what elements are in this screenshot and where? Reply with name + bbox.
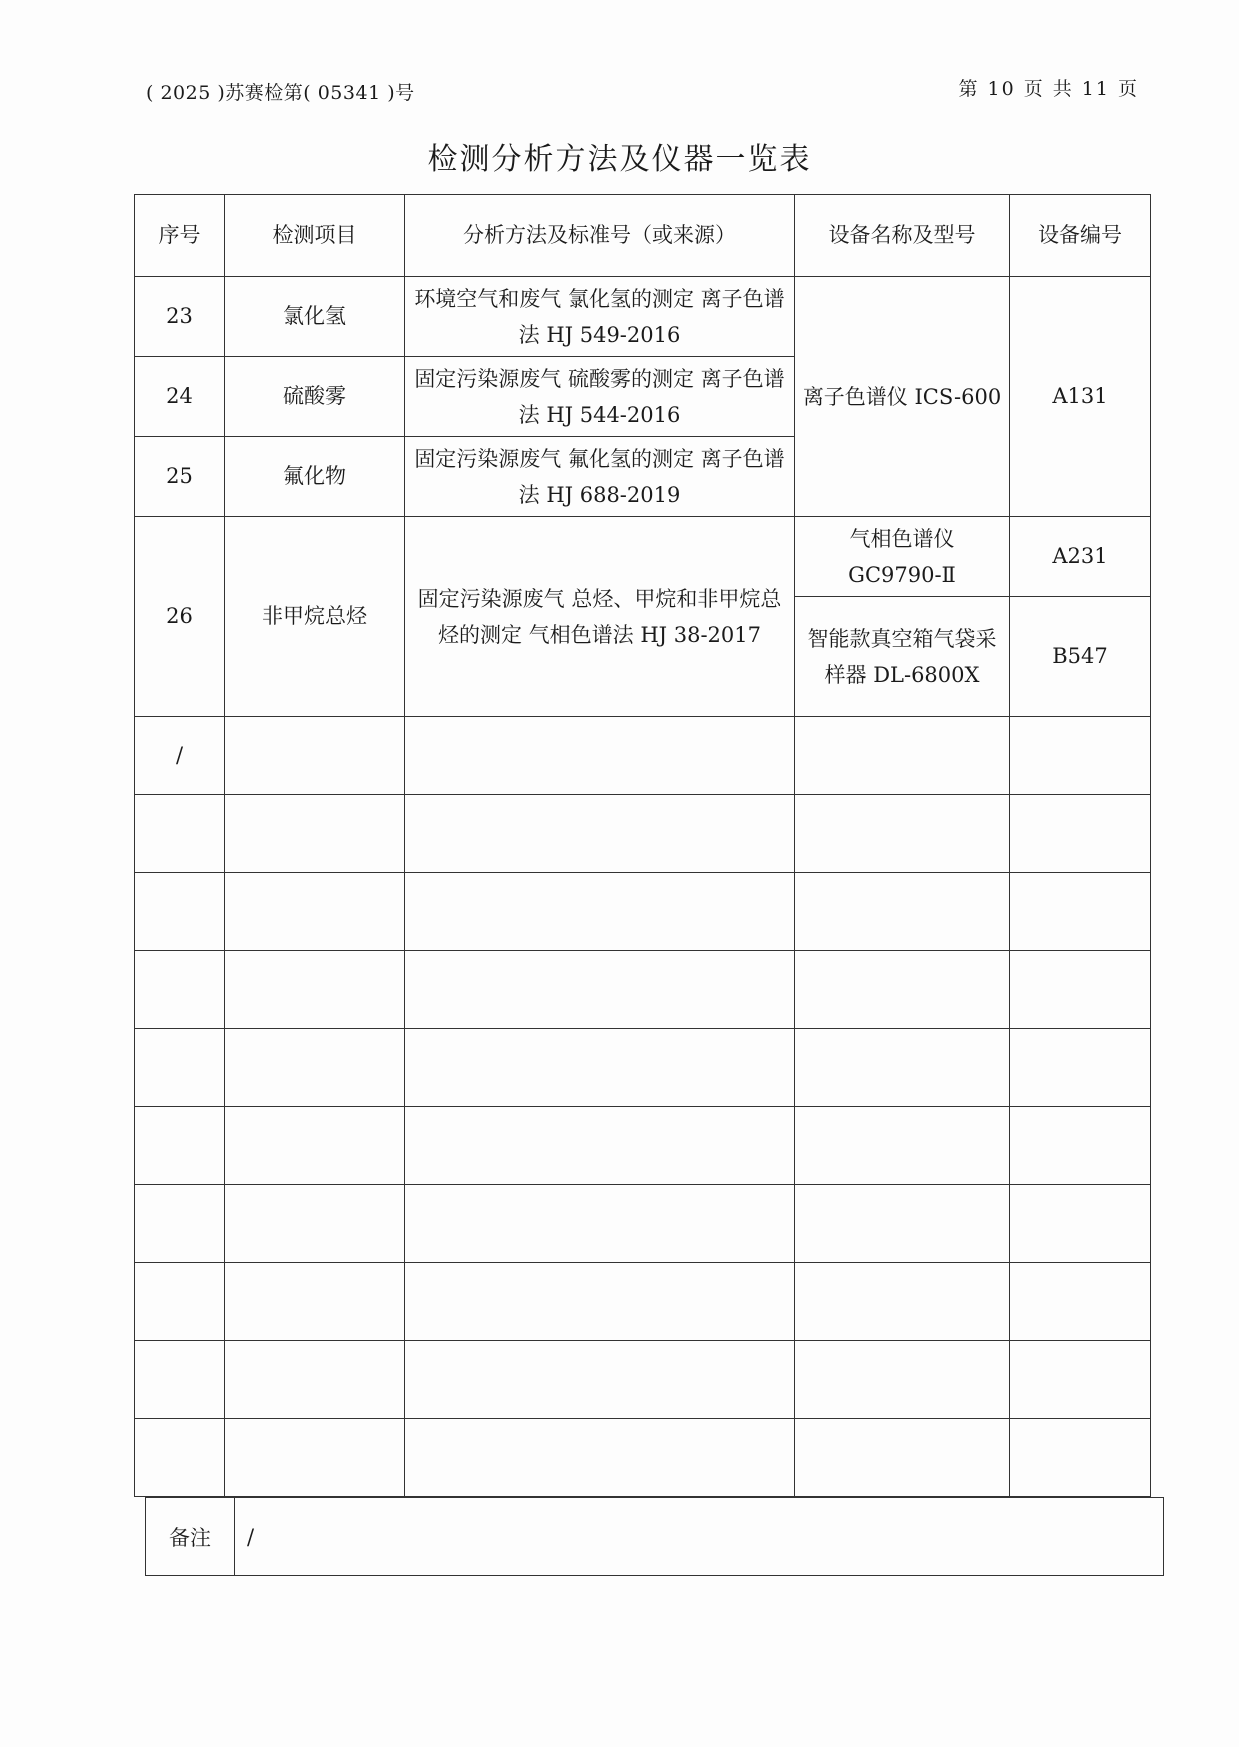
table-row (135, 277, 1151, 357)
cell-empty (1010, 1185, 1151, 1263)
cell-empty (135, 1263, 225, 1341)
cell-empty (225, 873, 405, 951)
cell-empty (135, 1185, 225, 1263)
cell-empty (1010, 1107, 1151, 1185)
cell-empty (135, 1419, 225, 1497)
cell-equipment: 智能款真空箱气袋采样器 DL-6800X (795, 597, 1010, 717)
cell-no: 23 (135, 277, 225, 357)
cell-empty (1010, 717, 1151, 795)
cell-empty (1010, 951, 1151, 1029)
cell-empty (225, 795, 405, 873)
cell-empty (225, 1263, 405, 1341)
cell-empty (405, 951, 795, 1029)
cell-empty (795, 1107, 1010, 1185)
cell-empty (135, 1107, 225, 1185)
cell-empty (1010, 1419, 1151, 1497)
col-header-code: 设备编号 (1010, 195, 1151, 277)
table-row (135, 1341, 1151, 1419)
cell-empty (405, 1419, 795, 1497)
report-number: ( 2025 )苏赛检第( 05341 )号 (146, 82, 415, 104)
cell-empty (1010, 795, 1151, 873)
cell-equipment: 气相色谱仪 GC9790-Ⅱ (795, 517, 1010, 597)
table-row (135, 795, 1151, 873)
cell-empty (795, 717, 1010, 795)
cell-empty (405, 873, 795, 951)
table-row (135, 1107, 1151, 1185)
cell-empty (795, 951, 1010, 1029)
cell-empty (225, 1185, 405, 1263)
cell-empty (405, 1185, 795, 1263)
cell-empty (405, 717, 795, 795)
cell-empty (405, 1341, 795, 1419)
col-header-method: 分析方法及标准号（或来源） (405, 195, 795, 277)
cell-item: 硫酸雾 (225, 357, 405, 437)
cell-empty (405, 795, 795, 873)
col-header-no: 序号 (135, 195, 225, 277)
table-row (135, 1185, 1151, 1263)
cell-no: 25 (135, 437, 225, 517)
cell-item: 氟化物 (225, 437, 405, 517)
page-title: 检测分析方法及仪器一览表 (427, 142, 812, 177)
cell-empty (135, 951, 225, 1029)
cell-no: 26 (135, 517, 225, 717)
cell-empty (795, 1263, 1010, 1341)
cell-empty (225, 951, 405, 1029)
remark-table (145, 1497, 1164, 1576)
cell-empty (795, 1419, 1010, 1497)
cell-equipment: 离子色谱仪 ICS-600 (795, 277, 1010, 517)
cell-method: 固定污染源废气 硫酸雾的测定 离子色谱法 HJ 544-2016 (405, 357, 795, 437)
cell-empty (405, 1029, 795, 1107)
methods-table (134, 194, 1151, 1497)
cell-empty (225, 1419, 405, 1497)
cell-empty (135, 873, 225, 951)
cell-empty (135, 1341, 225, 1419)
cell-empty (225, 717, 405, 795)
table-row (135, 517, 1151, 597)
cell-empty (795, 1185, 1010, 1263)
cell-no: / (135, 717, 225, 795)
col-header-item: 检测项目 (225, 195, 405, 277)
page-indicator: 第 10 页 共 11 页 (958, 78, 1139, 100)
cell-item: 氯化氢 (225, 277, 405, 357)
remark-label: 备注 (146, 1498, 235, 1576)
cell-empty (795, 873, 1010, 951)
cell-empty (1010, 1029, 1151, 1107)
table-row (135, 717, 1151, 795)
cell-empty (225, 1107, 405, 1185)
cell-method: 固定污染源废气 氟化氢的测定 离子色谱法 HJ 688-2019 (405, 437, 795, 517)
remark-value: / (235, 1498, 1164, 1576)
cell-empty (1010, 873, 1151, 951)
cell-empty (795, 1341, 1010, 1419)
cell-empty (1010, 1263, 1151, 1341)
cell-item: 非甲烷总烃 (225, 517, 405, 717)
cell-method: 环境空气和废气 氯化氢的测定 离子色谱法 HJ 549-2016 (405, 277, 795, 357)
cell-empty (225, 1029, 405, 1107)
table-row (135, 1029, 1151, 1107)
table-row (135, 951, 1151, 1029)
cell-empty (225, 1341, 405, 1419)
cell-code: A231 (1010, 517, 1151, 597)
cell-empty (405, 1107, 795, 1185)
cell-empty (135, 1029, 225, 1107)
cell-code: A131 (1010, 277, 1151, 517)
cell-no: 24 (135, 357, 225, 437)
cell-empty (795, 1029, 1010, 1107)
cell-method: 固定污染源废气 总烃、甲烷和非甲烷总烃的测定 气相色谱法 HJ 38-2017 (405, 517, 795, 717)
table-row (135, 873, 1151, 951)
remark-row (146, 1498, 1164, 1576)
table-row (135, 1263, 1151, 1341)
cell-empty (1010, 1341, 1151, 1419)
col-header-equipment: 设备名称及型号 (795, 195, 1010, 277)
table-header-row (135, 195, 1151, 277)
cell-empty (405, 1263, 795, 1341)
cell-empty (135, 795, 225, 873)
cell-empty (795, 795, 1010, 873)
cell-code: B547 (1010, 597, 1151, 717)
table-row (135, 1419, 1151, 1497)
